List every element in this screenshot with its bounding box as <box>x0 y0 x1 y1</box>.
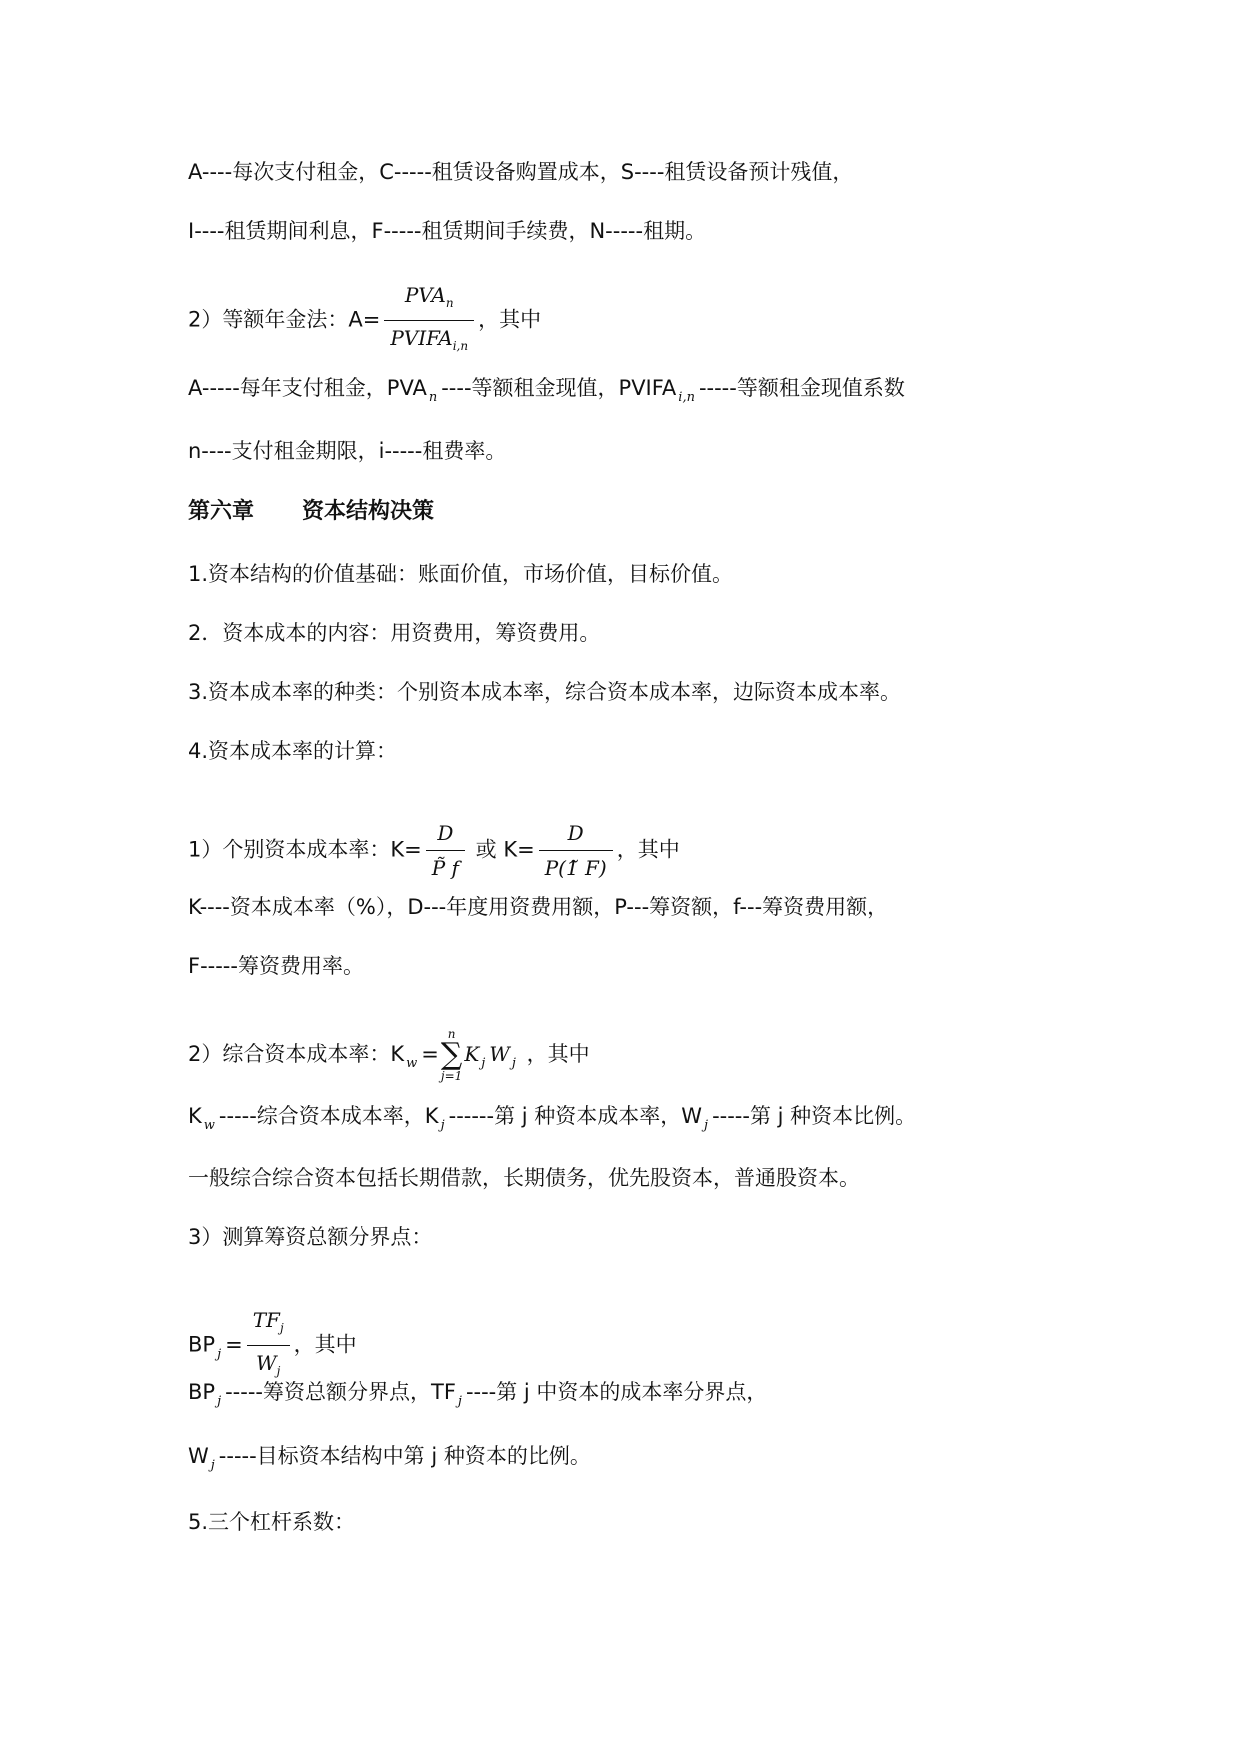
text-line: I----租赁期间利息，F-----租赁期间手续费，N-----租期。 <box>188 219 707 243</box>
formula-annuity: 2）等额年金法：A= $\frac{PVA_n}{PVIFA_{i,n}}$ ，其中 <box>188 280 541 361</box>
text-line: n----支付租金期限，i-----租费率。 <box>188 439 507 463</box>
fraction: $\frac{TF_j}{W_j}$ <box>247 1305 290 1386</box>
text-line: 2．资本成本的内容：用资费用，筹资费用。 <box>188 621 601 645</box>
text-line: BP $_j$ -----筹资总额分界点，TF $_j$ ----第 j 中资本的成本率分界点， <box>188 1380 768 1409</box>
text-line: F-----筹资费用率。 <box>188 954 364 978</box>
formula-breakpoint: BP $_j$ = $\frac{TF_j}{W_j}$ ，其中 <box>188 1305 357 1386</box>
chapter-heading: 第六章 资本结构决策 <box>188 499 435 524</box>
text-line: 1.资本结构的价值基础：账面价值，市场价值，目标价值。 <box>188 562 734 586</box>
text-line: K $_w$ -----综合资本成本率，K $_j$ ------第 j 种资本成本率，W $_j$ -----第 j 种资本比例。 <box>188 1104 917 1133</box>
text-line: 5.三个杠杆系数： <box>188 1510 356 1534</box>
formula-individual-cost: 1）个别资本成本率：K= $\frac{D}{P̃ f}$ 或 K= $\frac{D}{P(1̃ F)}$ ，其中 <box>188 818 680 883</box>
text-line: 4.资本成本率的计算： <box>188 739 398 763</box>
formula-weighted-cost: 2）综合资本成本率：K $_w$ = n ∑ j=1 K $_j$ W $_j$ ，其中 <box>188 1027 590 1083</box>
text-line: 一般综合综合资本包括长期借款，长期债务，优先股资本，普通股资本。 <box>188 1166 860 1190</box>
text-line: A----每次支付租金，C-----租赁设备购置成本，S----租赁设备预计残值， <box>188 160 854 184</box>
text-line: 3）测算筹资总额分界点： <box>188 1225 433 1249</box>
summation: n ∑ j=1 <box>440 1027 463 1083</box>
text-line: 3.资本成本率的种类：个别资本成本率，综合资本成本率，边际资本成本率。 <box>188 680 902 704</box>
text-line: K----资本成本率（%），D---年度用资费用额，P---筹资额，f---筹资费用额， <box>188 895 889 919</box>
fraction: $\frac{PVA_n}{PVIFA_{i,n}}$ <box>384 280 474 361</box>
fraction: $\frac{D}{P(1̃ F)}$ <box>539 818 613 883</box>
fraction: $\frac{D}{P̃ f}$ <box>426 818 465 883</box>
text-line: W $_j$ -----目标资本结构中第 j 种资本的比例。 <box>188 1444 591 1473</box>
text-line: A-----每年支付租金，PVA $_n$ ----等额租金现值，PVIFA $_{i,n}$ -----等额租金现值系数 <box>188 376 905 405</box>
